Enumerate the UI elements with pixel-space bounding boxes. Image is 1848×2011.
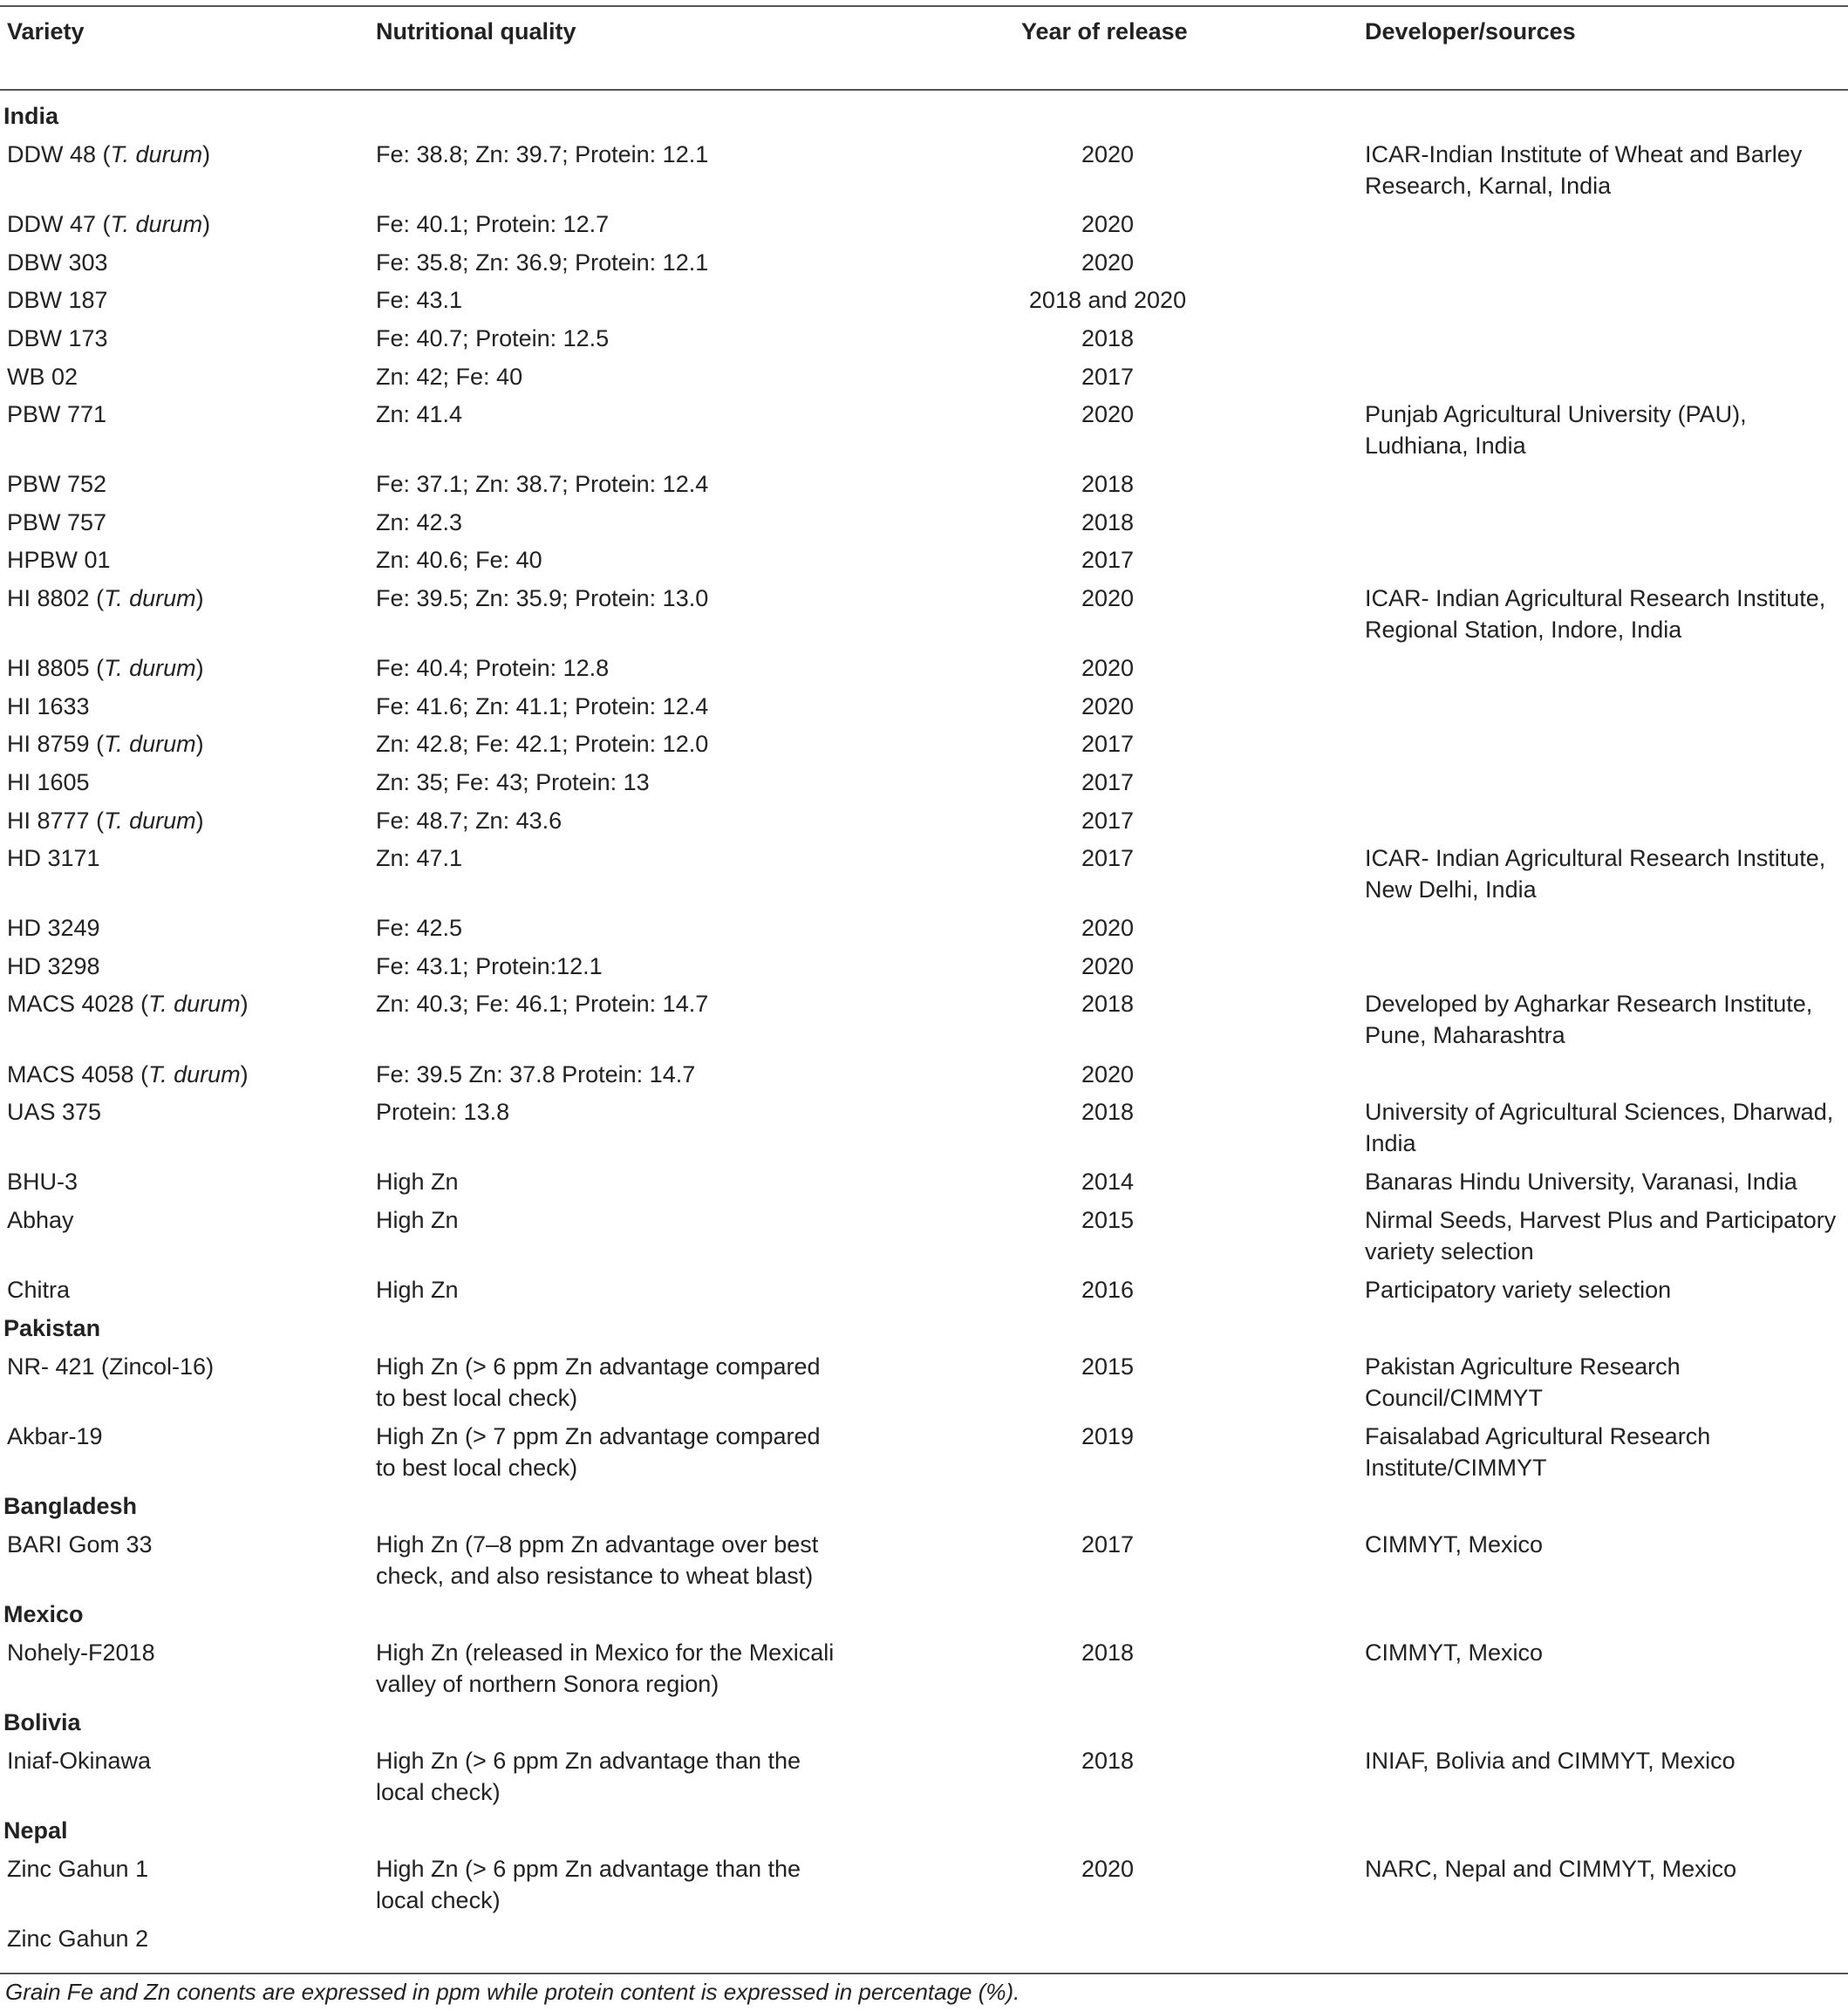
variety-name: PBW 752 <box>7 471 107 498</box>
developer-line: Developed by Agharkar Research Institute, <box>1365 991 1813 1018</box>
year-cell: 2018 <box>1081 1099 1135 1126</box>
year-cell: 2018 <box>1081 471 1135 498</box>
nutrition-cell: Zn: 40.3; Fe: 46.1; Protein: 14.7 <box>376 991 709 1018</box>
developer-line: Institute/CIMMYT <box>1365 1454 1547 1481</box>
nutrition-cell: Fe: 43.1; Protein:12.1 <box>376 952 603 979</box>
year-cell: 2017 <box>1081 1530 1135 1558</box>
year-cell: 2015 <box>1081 1353 1135 1380</box>
nutrition-cell <box>376 1637 864 1700</box>
nutrition-cell: Fe: 35.8; Zn: 36.9; Protein: 12.1 <box>376 249 709 276</box>
variety-name: Zinc Gahun 1 <box>7 1856 149 1882</box>
developer-cell <box>1365 583 1848 645</box>
nutrition-cell: Fe: 43.1 <box>376 287 463 314</box>
table-footnote: Grain Fe and Zn conents are expressed in ppm while protein content is expressed in percentage (%). <box>5 1979 1020 2005</box>
header-rule <box>0 89 1848 91</box>
variety-name: BHU-3 <box>7 1169 78 1196</box>
variety-name: BARI Gom 33 <box>7 1530 153 1558</box>
nutrition-cell: High Zn <box>376 1206 459 1233</box>
year-cell: 2016 <box>1081 1276 1135 1303</box>
year-cell: 2017 <box>1081 768 1135 795</box>
nutrition-cell <box>376 1529 864 1592</box>
year-cell: 2019 <box>1081 1422 1135 1449</box>
nutrition-cell: High Zn <box>376 1169 459 1196</box>
variety-cell <box>7 1166 365 1197</box>
variety-cell <box>7 1351 365 1382</box>
year-cell: 2015 <box>1081 1206 1135 1233</box>
variety-cell: MACS 4058 (T. durum) <box>7 1060 249 1087</box>
developer-line: Pune, Maharashtra <box>1365 1022 1565 1049</box>
year-cell: 2018 and 2020 <box>1028 287 1187 314</box>
year-cell: 2020 <box>1081 1060 1135 1087</box>
variety-species: T. durum <box>104 585 196 611</box>
variety-species: T. durum <box>104 807 196 834</box>
year-cell: 2020 <box>1081 211 1135 238</box>
variety-cell <box>7 1745 365 1776</box>
variety-cell: HI 8805 (T. durum) <box>7 655 204 682</box>
year-cell: 2017 <box>1081 807 1135 834</box>
country-heading: Pakistan <box>3 1314 101 1341</box>
variety-name: Iniaf-Okinawa <box>7 1747 152 1774</box>
developer-line: INIAF, Bolivia and CIMMYT, Mexico <box>1365 1747 1735 1774</box>
variety-name: NR- 421 (Zincol-16) <box>7 1353 215 1380</box>
nutrition-cell <box>376 1853 864 1916</box>
variety-cell <box>7 284 365 316</box>
nutrition-cell: Zn: 42.8; Fe: 42.1; Protein: 12.0 <box>376 731 709 758</box>
nutrition-line: High Zn (> 6 ppm Zn advantage than the <box>376 1747 801 1774</box>
nutrition-cell: Fe: 39.5; Zn: 35.9; Protein: 13.0 <box>376 585 709 611</box>
variety-species: T. durum <box>148 1060 241 1087</box>
developer-cell <box>1365 1421 1848 1483</box>
developer-line: Council/CIMMYT <box>1365 1384 1544 1411</box>
variety-cell <box>7 1274 365 1305</box>
developer-cell <box>1365 1274 1848 1305</box>
developer-cell <box>1365 1166 1848 1197</box>
nutrition-cell: Protein: 13.8 <box>376 1099 510 1126</box>
year-cell: 2020 <box>1081 585 1135 611</box>
header-variety: Variety <box>7 18 85 44</box>
developer-line: Banaras Hindu University, Varanasi, India <box>1365 1169 1797 1196</box>
year-cell: 2020 <box>1081 655 1135 682</box>
nutrition-line: High Zn (> 6 ppm Zn advantage than the <box>376 1856 801 1882</box>
nutrition-line: to best local check) <box>376 1384 578 1411</box>
variety-name: PBW 771 <box>7 401 107 428</box>
year-cell: 2017 <box>1081 845 1135 872</box>
developer-line: Regional Station, Indore, India <box>1365 617 1682 643</box>
variety-cell: HI 8759 (T. durum) <box>7 731 204 758</box>
year-cell: 2018 <box>1081 1747 1135 1774</box>
variety-name: UAS 375 <box>7 1099 102 1126</box>
developer-line: New Delhi, India <box>1365 876 1537 903</box>
nutrition-cell <box>376 1351 864 1414</box>
header-developer-sources: Developer/sources <box>1365 18 1576 44</box>
variety-cell <box>7 1096 365 1128</box>
developer-line: Ludhiana, India <box>1365 433 1526 460</box>
developer-line: Nirmal Seeds, Harvest Plus and Participatory <box>1365 1206 1837 1233</box>
nutrition-cell <box>376 1745 864 1808</box>
nutrition-cell: Zn: 42; Fe: 40 <box>376 363 523 390</box>
developer-cell <box>1365 399 1848 461</box>
variety-species: T. durum <box>148 991 241 1018</box>
nutrition-cell: Fe: 48.7; Zn: 43.6 <box>376 807 563 834</box>
developer-line: ICAR-Indian Institute of Wheat and Barley <box>1365 141 1803 167</box>
nutrition-line: check, and also resistance to wheat blast) <box>376 1562 814 1589</box>
variety-cell <box>7 361 365 392</box>
developer-line: Research, Karnal, India <box>1365 173 1612 199</box>
top-rule <box>0 5 1848 7</box>
variety-cell <box>7 1204 365 1236</box>
variety-species: T. durum <box>104 731 196 758</box>
developer-line: India <box>1365 1130 1416 1157</box>
year-cell: 2018 <box>1081 1639 1135 1666</box>
variety-cell <box>7 951 365 982</box>
variety-name: HI 1633 <box>7 692 90 719</box>
nutrition-cell: Zn: 40.6; Fe: 40 <box>376 547 542 574</box>
nutrition-cell: Zn: 47.1 <box>376 845 463 872</box>
variety-cell <box>7 691 365 722</box>
variety-cell <box>7 399 365 430</box>
developer-cell <box>1365 988 1848 1051</box>
developer-line: ICAR- Indian Agricultural Research Institute, <box>1365 585 1826 611</box>
bottom-rule <box>0 1973 1848 1974</box>
developer-cell <box>1365 1529 1848 1560</box>
country-heading: Bangladesh <box>3 1492 138 1519</box>
nutrition-cell: Zn: 41.4 <box>376 401 463 428</box>
variety-name: MACS 4058 <box>7 1060 134 1087</box>
variety-species: T. durum <box>110 141 203 167</box>
variety-cell <box>7 1637 365 1668</box>
developer-line: Pakistan Agriculture Research <box>1365 1353 1681 1380</box>
variety-name: DBW 303 <box>7 249 108 276</box>
variety-cell: HI 8777 (T. durum) <box>7 807 204 834</box>
year-cell: 2017 <box>1081 363 1135 390</box>
country-heading: Mexico <box>3 1600 84 1627</box>
developer-cell <box>1365 139 1848 201</box>
variety-cell <box>7 507 365 538</box>
variety-cell <box>7 1529 365 1560</box>
variety-name: Chitra <box>7 1276 71 1303</box>
variety-name: WB 02 <box>7 363 78 390</box>
nutrition-cell: Zn: 42.3 <box>376 508 463 535</box>
variety-cell <box>7 247 365 278</box>
nutrition-cell: Fe: 38.8; Zn: 39.7; Protein: 12.1 <box>376 141 709 167</box>
year-cell: 2017 <box>1081 731 1135 758</box>
header-year-of-release: Year of release <box>1021 18 1188 44</box>
variety-cell: MACS 4028 (T. durum) <box>7 991 249 1018</box>
year-cell: 2020 <box>1081 952 1135 979</box>
variety-name: DDW 47 <box>7 211 97 238</box>
variety-name: DDW 48 <box>7 141 97 167</box>
variety-cell <box>7 468 365 500</box>
nutrition-cell: Fe: 42.5 <box>376 915 463 942</box>
year-cell: 2020 <box>1081 1856 1135 1882</box>
nutrition-line: High Zn (> 6 ppm Zn advantage compared <box>376 1353 821 1380</box>
variety-cell <box>7 1421 365 1452</box>
developer-cell <box>1365 842 1848 905</box>
variety-cell <box>7 1853 365 1885</box>
year-cell: 2020 <box>1081 401 1135 428</box>
variety-name: HI 8802 <box>7 585 90 611</box>
country-heading: Bolivia <box>3 1708 81 1735</box>
variety-cell: DDW 47 (T. durum) <box>7 211 211 238</box>
year-cell: 2018 <box>1081 991 1135 1018</box>
country-heading: Nepal <box>3 1817 68 1844</box>
variety-name: HPBW 01 <box>7 547 111 574</box>
developer-cell <box>1365 1745 1848 1776</box>
developer-cell <box>1365 1096 1848 1159</box>
nutrition-cell: Fe: 37.1; Zn: 38.7; Protein: 12.4 <box>376 471 709 498</box>
variety-cell <box>7 767 365 798</box>
nutrition-line: local check) <box>376 1778 501 1805</box>
year-cell: 2020 <box>1081 692 1135 719</box>
variety-name: PBW 757 <box>7 508 107 535</box>
nutrition-cell: High Zn <box>376 1276 459 1303</box>
variety-cell: HI 8802 (T. durum) <box>7 585 204 611</box>
variety-name: DBW 187 <box>7 287 108 314</box>
variety-name: HD 3171 <box>7 845 100 872</box>
developer-line: variety selection <box>1365 1237 1534 1265</box>
variety-cell: DDW 48 (T. durum) <box>7 141 211 167</box>
nutrition-line: High Zn (> 7 ppm Zn advantage compared <box>376 1422 821 1449</box>
variety-name: HD 3249 <box>7 915 100 942</box>
variety-name: Abhay <box>7 1206 74 1233</box>
variety-name: Nohely-F2018 <box>7 1639 155 1666</box>
nutrition-cell: Fe: 41.6; Zn: 41.1; Protein: 12.4 <box>376 692 709 719</box>
developer-line: Participatory variety selection <box>1365 1276 1672 1303</box>
year-cell: 2017 <box>1081 547 1135 574</box>
developer-line: NARC, Nepal and CIMMYT, Mexico <box>1365 1856 1737 1882</box>
nutrition-cell: Fe: 40.4; Protein: 12.8 <box>376 655 610 682</box>
variety-name: HI 8805 <box>7 655 90 682</box>
variety-name: MACS 4028 <box>7 991 134 1018</box>
nutrition-line: local check) <box>376 1887 501 1913</box>
developer-cell <box>1365 1351 1848 1414</box>
nutrition-cell <box>376 1421 864 1483</box>
variety-cell <box>7 323 365 354</box>
variety-name: Akbar-19 <box>7 1422 103 1449</box>
variety-species: T. durum <box>110 211 203 238</box>
year-cell: 2020 <box>1081 915 1135 942</box>
header-nutritional-quality: Nutritional quality <box>376 18 576 44</box>
variety-name: HI 8759 <box>7 731 90 758</box>
variety-species: T. durum <box>104 655 196 682</box>
nutrition-line: valley of northern Sonora region) <box>376 1670 719 1697</box>
variety-cell <box>7 912 365 944</box>
developer-line: CIMMYT, Mexico <box>1365 1530 1544 1558</box>
developer-line: Faisalabad Agricultural Research <box>1365 1422 1711 1449</box>
nutrition-cell: Fe: 40.1; Protein: 12.7 <box>376 211 610 238</box>
variety-name: Zinc Gahun 2 <box>7 1926 149 1953</box>
year-cell: 2020 <box>1081 249 1135 276</box>
developer-line: Punjab Agricultural University (PAU), <box>1365 401 1747 428</box>
year-cell: 2018 <box>1081 324 1135 351</box>
variety-cell <box>7 1923 365 1954</box>
nutrition-line: High Zn (released in Mexico for the Mexicali <box>376 1639 835 1666</box>
variety-cell <box>7 544 365 576</box>
developer-line: CIMMYT, Mexico <box>1365 1639 1544 1666</box>
country-heading: India <box>3 103 59 129</box>
variety-name: HI 1605 <box>7 768 90 795</box>
variety-name: HI 8777 <box>7 807 90 834</box>
nutrition-line: to best local check) <box>376 1454 578 1481</box>
year-cell: 2018 <box>1081 508 1135 535</box>
developer-cell <box>1365 1637 1848 1668</box>
nutrition-cell: Zn: 35; Fe: 43; Protein: 13 <box>376 768 650 795</box>
year-cell: 2020 <box>1081 141 1135 167</box>
year-cell: 2014 <box>1081 1169 1135 1196</box>
variety-cell <box>7 842 365 874</box>
developer-cell <box>1365 1204 1848 1267</box>
nutrition-cell: Fe: 39.5 Zn: 37.8 Protein: 14.7 <box>376 1060 696 1087</box>
developer-line: University of Agricultural Sciences, Dharwad, <box>1365 1099 1834 1126</box>
nutrition-line: High Zn (7–8 ppm Zn advantage over best <box>376 1530 819 1558</box>
developer-cell <box>1365 1853 1848 1885</box>
nutrition-cell: Fe: 40.7; Protein: 12.5 <box>376 324 610 351</box>
variety-name: HD 3298 <box>7 952 100 979</box>
variety-name: DBW 173 <box>7 324 108 351</box>
developer-line: ICAR- Indian Agricultural Research Institute, <box>1365 845 1826 872</box>
